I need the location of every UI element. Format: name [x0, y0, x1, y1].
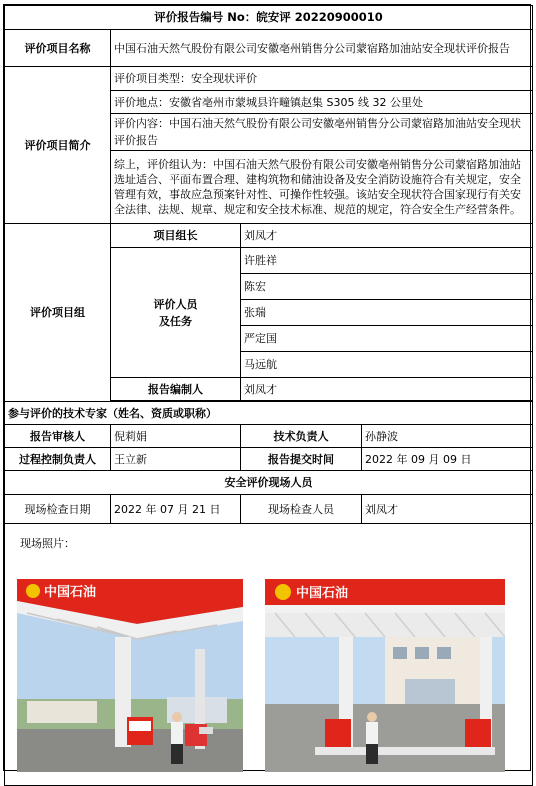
team-member: 张瑞	[241, 300, 533, 326]
process-control: 王立新	[111, 448, 241, 471]
submit-date: 2022 年 09 月 09 日	[362, 448, 533, 471]
reviewer-label: 报告审核人	[5, 425, 111, 448]
team-member: 马远航	[241, 352, 533, 378]
team-label: 评价项目组	[5, 224, 111, 402]
report-number-label: 评价报告编号 No：	[154, 10, 257, 24]
report-writer-label: 报告编制人	[111, 378, 241, 401]
report-number-title	[5, 6, 533, 30]
project-conclusion: 综上，评价组认为：中国石油天然气股份有限公司安徽亳州销售分公司蒙宿路加油站选址适合、平面布置合理、建构筑物和储油设备及安全消防设施符合有关规定，安全管理有效，事故应急预案针对性、可操作性较强。该站安全现状符合国家现行有关安全法律、法规、规章、规定和安全技术标准、规范的规定，符合安全生产经营条件。	[111, 151, 533, 224]
submit-date-label: 报告提交时间	[241, 448, 362, 471]
gas-station-photo-right	[265, 579, 505, 772]
team-member: 严定国	[241, 326, 533, 352]
photos-cell	[5, 524, 533, 786]
team-member: 许胜祥	[241, 248, 533, 274]
tech-lead: 孙静波	[362, 425, 533, 448]
site-inspector-label: 现场检查人员	[241, 495, 362, 524]
team-leader-label: 项目组长	[111, 224, 241, 248]
site-section-title: 安全评价现场人员	[5, 471, 533, 495]
team-members-label-line1: 评价人员	[153, 297, 198, 311]
site-photo-right	[265, 579, 505, 772]
project-summary-label: 评价项目简介	[5, 67, 111, 224]
tech-lead-label: 技术负责人	[241, 425, 362, 448]
project-name-value: 中国石油天然气股份有限公司安徽亳州销售分公司蒙宿路加油站安全现状评价报告	[111, 30, 533, 67]
process-control-label: 过程控制负责人	[5, 448, 111, 471]
reviewer: 倪莉娟	[111, 425, 241, 448]
project-content: 评价内容：中国石油天然气股份有限公司安徽亳州销售分公司蒙宿路加油站安全现状评价报告	[111, 114, 533, 151]
canopy-brand-text-right: 中国石油	[296, 586, 349, 601]
info-table	[4, 5, 533, 786]
team-member: 陈宏	[241, 274, 533, 300]
canopy-brand-text-left: 中国石油	[44, 585, 97, 600]
gas-station-photo-left	[17, 579, 243, 772]
project-location: 评价地点：安徽省亳州市蒙城县许疃镇赵集 S305 线 32 公里处	[111, 91, 533, 114]
site-photo-left	[17, 579, 243, 772]
evaluation-report-info-sheet	[3, 4, 531, 771]
team-leader: 刘凤才	[241, 224, 533, 248]
report-number-value: 皖安评 20220900010	[256, 10, 383, 24]
report-writer: 刘凤才	[241, 378, 533, 401]
team-members-label-line2: 及任务	[159, 314, 192, 328]
site-date-label: 现场检查日期	[5, 495, 111, 524]
photos-label: 现场照片：	[20, 537, 75, 550]
experts-label: 参与评价的技术专家（姓名、资质或职称）	[5, 402, 533, 425]
team-members-label	[111, 248, 241, 378]
project-name-label: 评价项目名称	[5, 30, 111, 67]
project-type: 评价项目类型：安全现状评价	[111, 67, 533, 91]
site-inspector: 刘凤才	[362, 495, 533, 524]
site-date: 2022 年 07 月 21 日	[111, 495, 241, 524]
